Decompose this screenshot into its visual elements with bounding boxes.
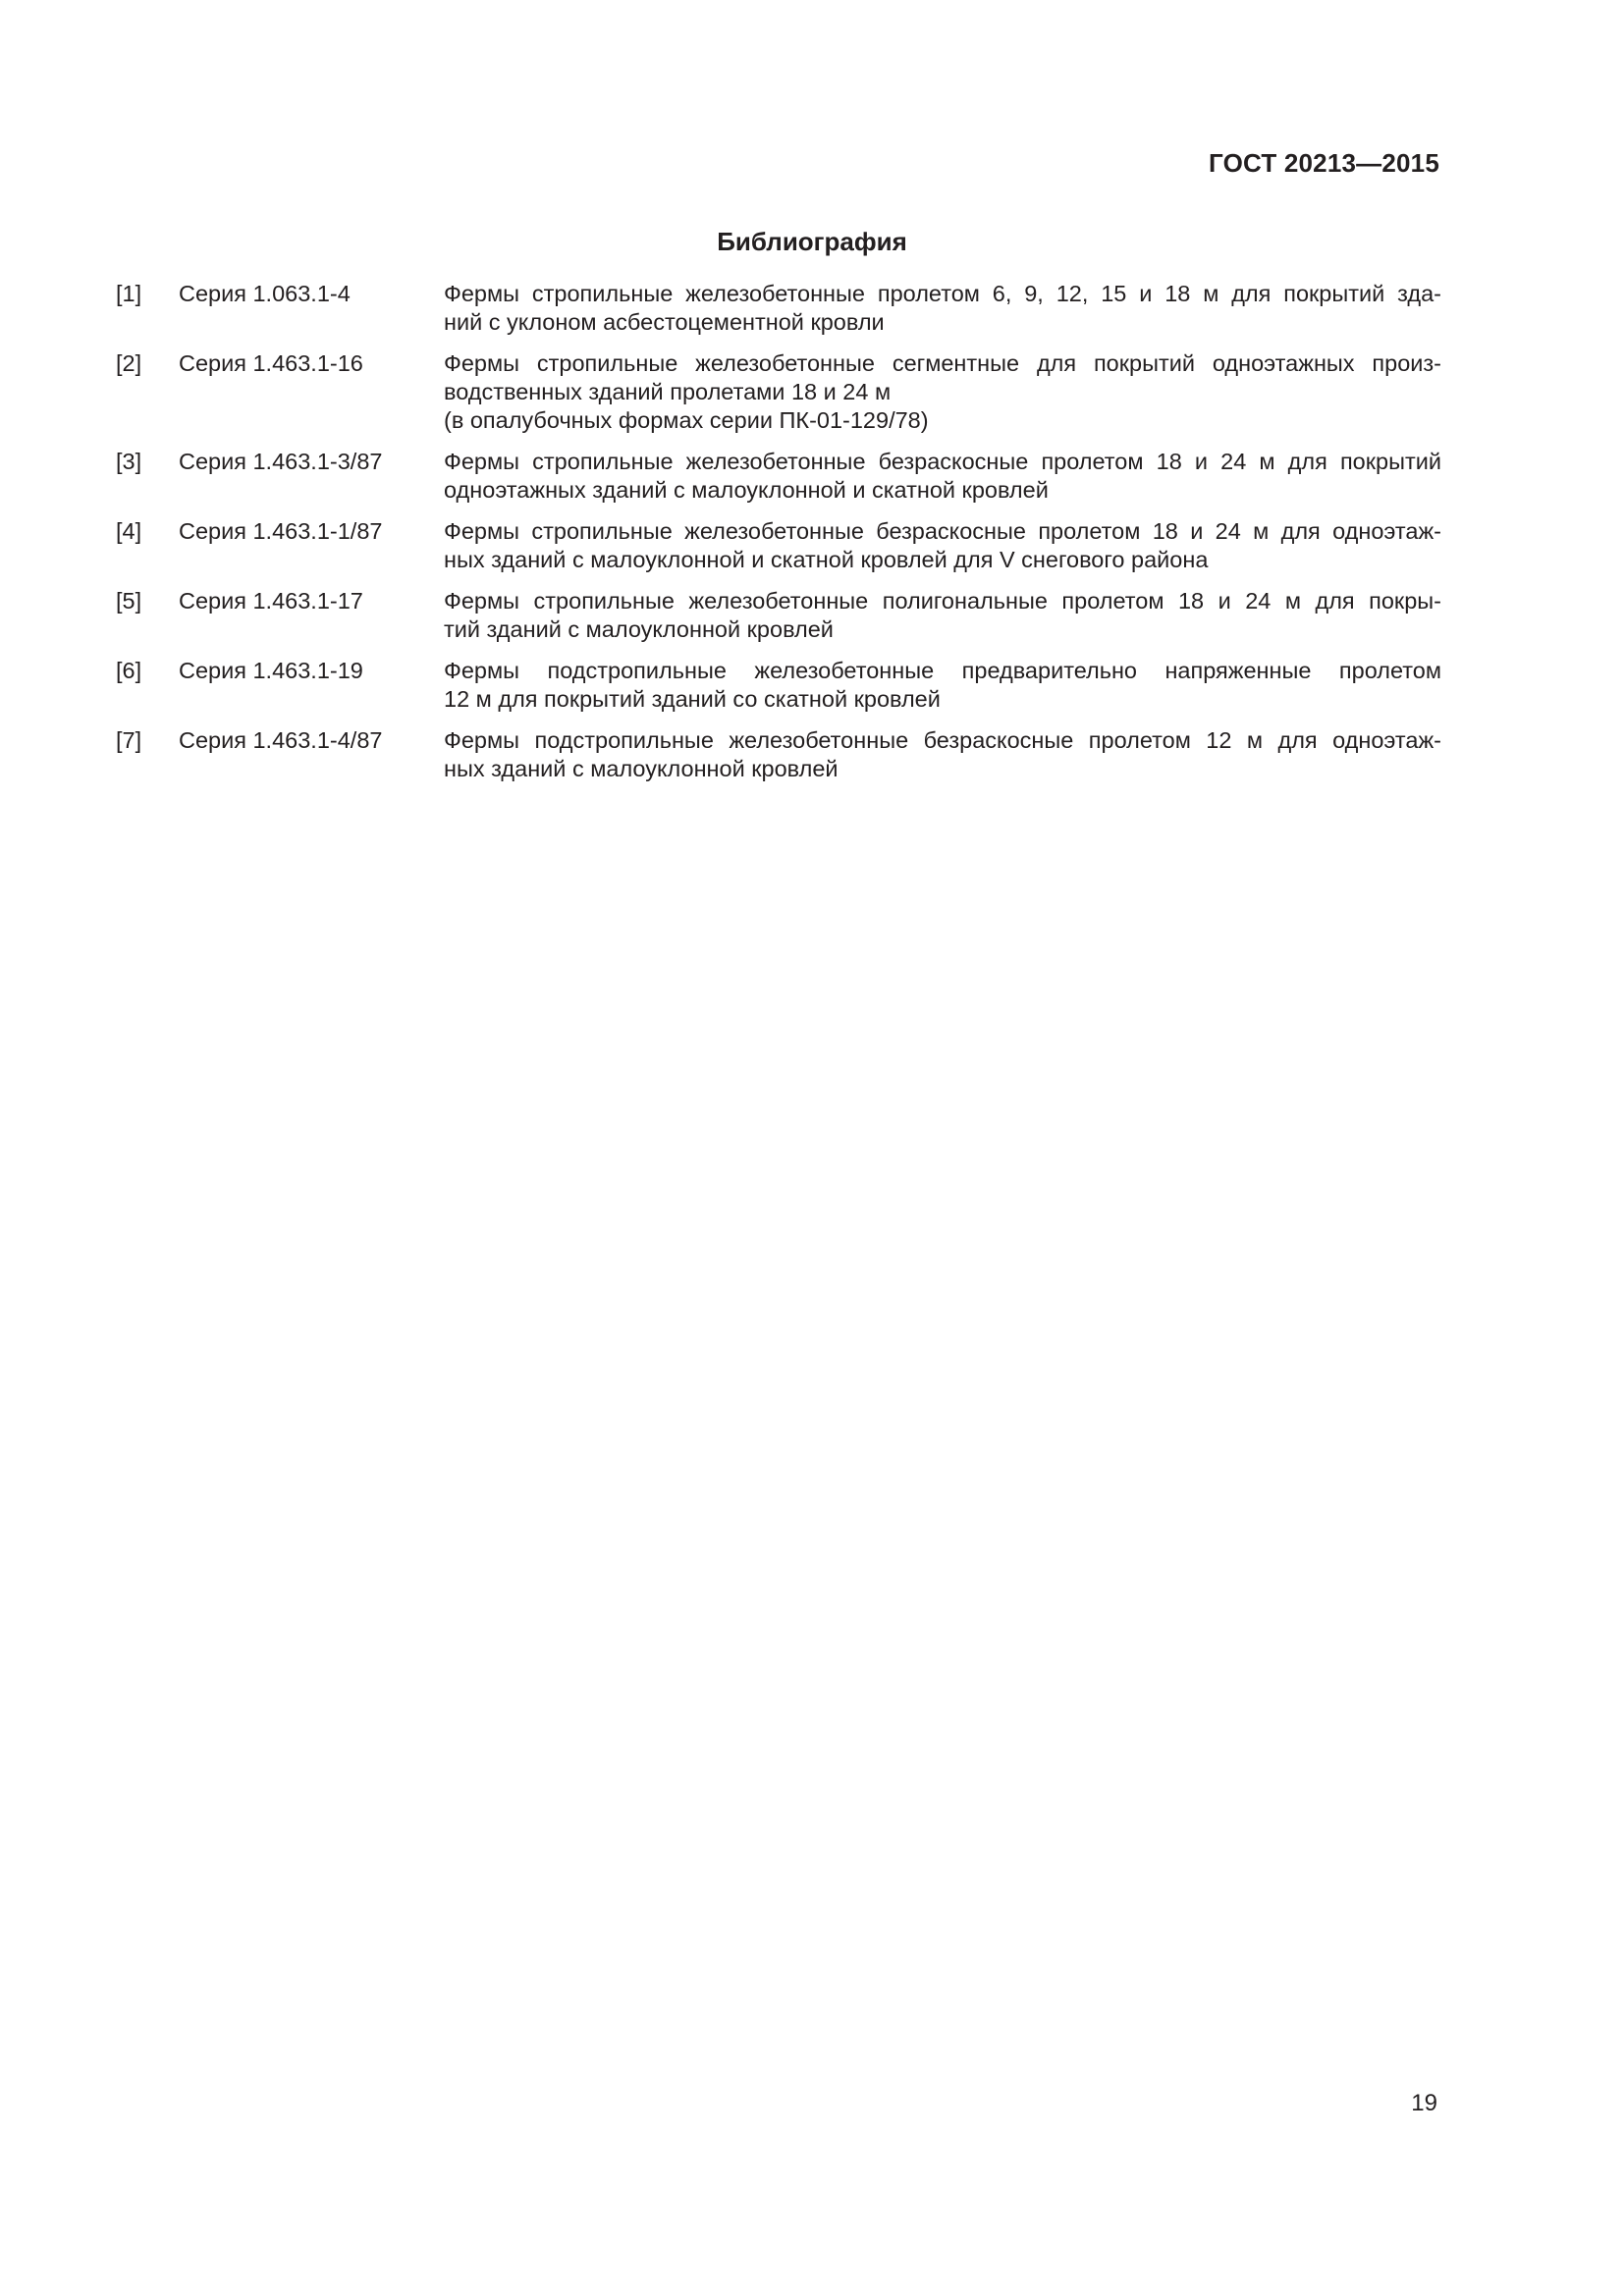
description-line: (в опалубочных формах серии ПК-01-129/78) (444, 407, 929, 433)
bibliography-entry (116, 349, 1441, 435)
description-line: ных зданий с малоуклонной и скатной кровлей для V снегового района (444, 547, 1209, 572)
entry-number: [4] (116, 518, 142, 544)
entry-description (444, 587, 1441, 644)
description-line: Фермы стропильные железобетонные безраскосные пролетом 18 и 24 м для одноэтаж- (444, 518, 1441, 544)
description-line: ных зданий с малоуклонной кровлей (444, 756, 839, 781)
entry-number: [2] (116, 350, 142, 376)
entry-series: Серия 1.463.1-1/87 (179, 518, 383, 544)
description-line: Фермы стропильные железобетонные пролетом 6, 9, 12, 15 и 18 м для покрытий зда- (444, 281, 1441, 306)
description-line: водственных зданий пролетами 18 и 24 м (444, 379, 892, 404)
entry-series: Серия 1.463.1-19 (179, 658, 363, 683)
description-line: Фермы подстропильные железобетонные предварительно напряженные пролетом (444, 658, 1441, 683)
entry-description (444, 517, 1441, 574)
description-line: ний с уклоном асбестоцементной кровли (444, 309, 885, 335)
entry-description (444, 280, 1441, 337)
entry-series: Серия 1.463.1-4/87 (179, 727, 383, 753)
entry-description (444, 657, 1441, 714)
bibliography-entry (116, 517, 1441, 574)
description-line: 12 м для покрытий зданий со скатной кровлей (444, 686, 941, 712)
description-line: Фермы стропильные железобетонные полигональные пролетом 18 и 24 м для покры- (444, 588, 1441, 614)
description-line: Фермы стропильные железобетонные сегментные для покрытий одноэтажных произ- (444, 350, 1441, 376)
entry-description (444, 448, 1441, 505)
document-code-header: ГОСТ 20213—2015 (1209, 148, 1439, 178)
entry-series: Серия 1.463.1-17 (179, 588, 363, 614)
entry-number: [5] (116, 588, 142, 614)
entry-number: [1] (116, 281, 142, 306)
entry-number: [3] (116, 449, 142, 474)
section-title: Библиография (717, 227, 907, 256)
entry-series: Серия 1.463.1-16 (179, 350, 363, 376)
entry-number: [7] (116, 727, 142, 753)
page-number: 19 (1411, 2090, 1437, 2116)
bibliography-entry (116, 587, 1441, 644)
description-line: Фермы подстропильные железобетонные безраскосные пролетом 12 м для одноэтаж- (444, 727, 1441, 753)
bibliography-list (116, 280, 1441, 796)
bibliography-entry (116, 448, 1441, 505)
bibliography-entry (116, 280, 1441, 337)
entry-description (444, 726, 1441, 783)
bibliography-entry (116, 657, 1441, 714)
description-line: тий зданий с малоуклонной кровлей (444, 616, 834, 642)
entry-series: Серия 1.063.1-4 (179, 281, 351, 306)
bibliography-entry (116, 726, 1441, 783)
entry-description (444, 349, 1441, 435)
entry-series: Серия 1.463.1-3/87 (179, 449, 383, 474)
entry-number: [6] (116, 658, 142, 683)
description-line: одноэтажных зданий с малоуклонной и скатной кровлей (444, 477, 1049, 503)
description-line: Фермы стропильные железобетонные безраскосные пролетом 18 и 24 м для покрытий (444, 449, 1441, 474)
